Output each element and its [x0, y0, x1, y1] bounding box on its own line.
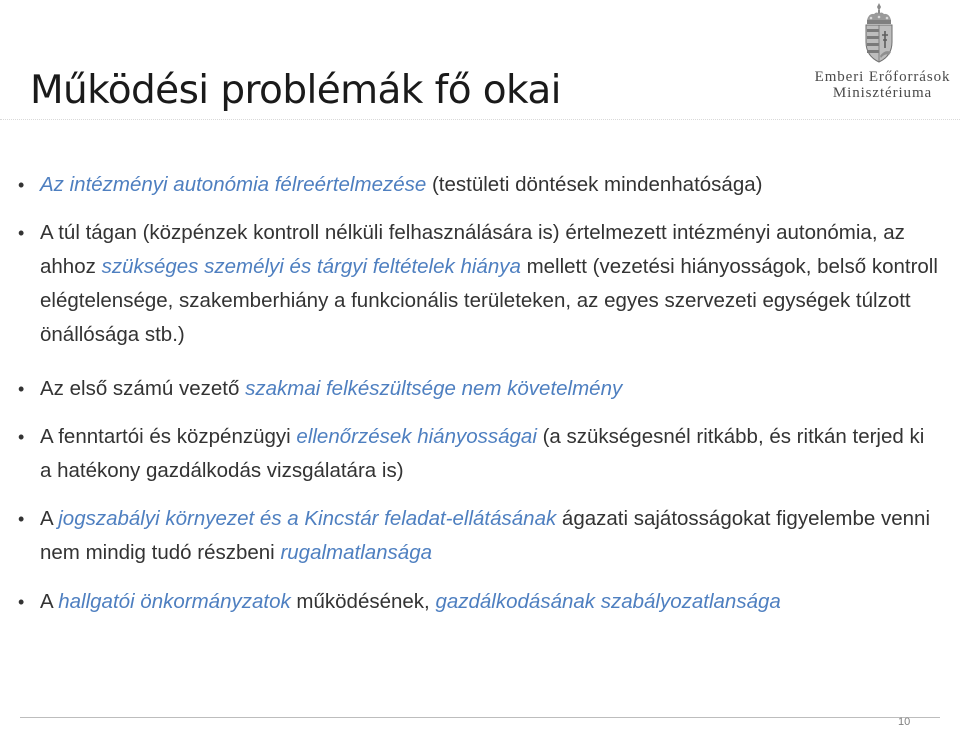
ministry-logo: [805, 0, 960, 110]
bullet-marker: •: [18, 592, 25, 612]
bullet-item-1: [18, 168, 940, 202]
bullet-text: működésének,: [290, 590, 436, 613]
bullet-text: ágazati sajátosságokat figyelembe venni nem mindig tudó részbeni: [40, 507, 931, 564]
bullet-highlight: rugalmatlansága: [280, 541, 433, 564]
bullet-item-2: [18, 216, 940, 352]
bullet-text: (testületi döntések mindenhatósága): [426, 173, 763, 196]
bullet-item-5: [18, 502, 940, 570]
bullet-text: A fenntartói és közpénzügyi: [40, 425, 297, 448]
bullet-text: A: [40, 507, 59, 530]
bullet-text: mellett (vezetési hiányosságok, belső kontroll elégtelensége, szakemberhiány a funkcionális területeken, az egyes szervezeti egységek túlzott önállósága stb.): [40, 255, 938, 346]
bullet-text: Az első számú vezető: [40, 377, 246, 400]
bullet-marker: •: [18, 175, 25, 195]
bullet-text: (a szükségesnél ritkább, és ritkán terjed ki a hatékony gazdálkodás vizsgálatára is): [40, 425, 925, 482]
bullet-highlight: szakmai felkészültsége nem követelmény: [245, 377, 623, 400]
bullet-highlight: szükséges személyi és tárgyi feltételek hiánya: [101, 255, 521, 278]
bullet-text: A: [40, 590, 59, 613]
bullet-item-4: [18, 420, 940, 488]
bullet-marker: •: [18, 223, 25, 243]
bullet-item-6: [18, 585, 940, 619]
bullet-highlight: Az intézményi autonómia félreértelmezése: [40, 173, 427, 196]
bullet-marker: •: [18, 509, 25, 529]
bullet-highlight: ellenőrzések hiányosságai: [296, 425, 537, 448]
bullet-highlight: jogszabályi környezet és a Kincstár feladat-ellátásának: [58, 507, 557, 530]
bullet-highlight: gazdálkodásának szabályozatlansága: [435, 590, 781, 613]
ministry-name-line2: Minisztériuma: [832, 85, 933, 101]
title-divider: [0, 119, 960, 120]
page-number: 10: [898, 716, 911, 728]
hungarian-coat-of-arms-icon: [859, 2, 899, 66]
bullet-highlight: hallgatói önkormányzatok: [58, 590, 291, 613]
ministry-name-line1: Emberi Erőforrások: [814, 69, 951, 85]
bullet-marker: •: [18, 379, 25, 399]
bullet-item-3: [18, 372, 940, 406]
bullet-marker: •: [18, 427, 25, 447]
bullet-text: A túl tágan (közpénzek kontroll nélküli felhasználására is) értelmezett intézményi autonómia, az ahhoz: [40, 221, 905, 278]
slide-title: Működési problémák fő okai: [30, 68, 561, 113]
footer-divider: [20, 717, 940, 718]
